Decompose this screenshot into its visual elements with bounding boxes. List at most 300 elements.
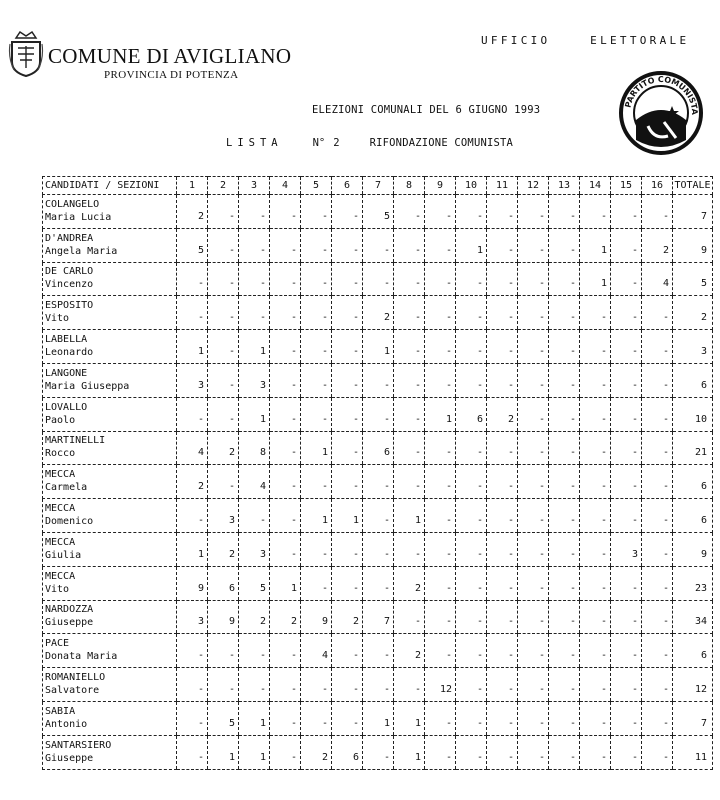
vote-cell: - — [456, 634, 487, 668]
vote-cell: - — [332, 668, 363, 702]
vote-cell: - — [518, 634, 549, 668]
vote-cell: - — [332, 566, 363, 600]
vote-cell: - — [611, 330, 642, 364]
vote-cell: - — [270, 735, 301, 769]
vote-cell: - — [394, 465, 425, 499]
comune-title: COMUNE DI AVIGLIANO — [48, 44, 292, 68]
candidate-firstname: Antonio — [45, 718, 88, 730]
vote-cell: - — [642, 701, 673, 735]
vote-cell: - — [487, 668, 518, 702]
candidate-surname: ROMANIELLO — [45, 671, 106, 683]
candidate-firstname: Donata Maria — [45, 651, 118, 663]
vote-cell: - — [332, 330, 363, 364]
vote-cell: - — [332, 363, 363, 397]
candidate-firstname: Rocco — [45, 448, 76, 460]
vote-cell: - — [177, 397, 208, 431]
table-row — [43, 634, 713, 668]
vote-cell: - — [208, 363, 239, 397]
vote-cell: 2 — [270, 600, 301, 634]
table-row — [43, 600, 713, 634]
vote-cell: - — [611, 363, 642, 397]
total-cell: 34 — [673, 600, 713, 634]
vote-cell: 2 — [642, 228, 673, 262]
candidate-firstname: Vito — [45, 313, 70, 325]
vote-cell: 3 — [208, 499, 239, 533]
vote-cell: - — [332, 634, 363, 668]
vote-cell: - — [363, 465, 394, 499]
vote-cell: - — [425, 195, 456, 229]
section-header-4: 4 — [270, 177, 301, 195]
vote-cell: - — [580, 668, 611, 702]
ufficio-heading: UFFICIO ELETTORALE — [481, 34, 690, 47]
vote-cell: - — [270, 296, 301, 330]
section-header-3: 3 — [239, 177, 270, 195]
section-header-9: 9 — [425, 177, 456, 195]
total-cell: 23 — [673, 566, 713, 600]
vote-cell: - — [208, 668, 239, 702]
total-cell: 12 — [673, 668, 713, 702]
vote-cell: 1 — [301, 499, 332, 533]
candidate-name — [43, 465, 177, 499]
vote-cell: 1 — [456, 228, 487, 262]
vote-cell: - — [301, 566, 332, 600]
vote-cell: - — [270, 330, 301, 364]
candidate-surname: LABELLA — [45, 333, 88, 345]
vote-cell: 6 — [208, 566, 239, 600]
vote-cell: - — [208, 262, 239, 296]
vote-cell: - — [456, 431, 487, 465]
vote-cell: 2 — [208, 431, 239, 465]
vote-cell: 1 — [580, 228, 611, 262]
vote-cell: - — [642, 566, 673, 600]
candidate-name — [43, 668, 177, 702]
candidate-firstname: Domenico — [45, 515, 94, 527]
vote-cell: - — [518, 330, 549, 364]
vote-cell: 2 — [301, 735, 332, 769]
vote-cell: - — [518, 668, 549, 702]
vote-cell: 1 — [580, 262, 611, 296]
table-header-row — [43, 177, 713, 195]
candidate-name — [43, 499, 177, 533]
vote-cell: - — [239, 634, 270, 668]
vote-cell: - — [301, 668, 332, 702]
vote-cell: - — [580, 634, 611, 668]
vote-cell: - — [642, 397, 673, 431]
vote-cell: 5 — [208, 701, 239, 735]
election-title: ELEZIONI COMUNALI DEL 6 GIUGNO 1993 — [312, 104, 541, 116]
candidate-surname: MECCA — [45, 502, 76, 514]
vote-cell: - — [239, 195, 270, 229]
candidate-name — [43, 228, 177, 262]
table-row — [43, 397, 713, 431]
vote-cell: - — [580, 330, 611, 364]
vote-cell: - — [518, 195, 549, 229]
vote-cell: - — [580, 532, 611, 566]
vote-cell: - — [332, 296, 363, 330]
vote-cell: - — [487, 363, 518, 397]
vote-cell: 6 — [332, 735, 363, 769]
vote-cell: 1 — [208, 735, 239, 769]
candidate-firstname: Maria Lucia — [45, 211, 112, 223]
vote-cell: - — [425, 600, 456, 634]
candidate-surname: SABIA — [45, 705, 76, 717]
vote-cell: - — [611, 668, 642, 702]
vote-cell: - — [177, 634, 208, 668]
vote-cell: - — [456, 499, 487, 533]
vote-cell: - — [270, 363, 301, 397]
vote-cell: - — [549, 228, 580, 262]
total-cell: 9 — [673, 228, 713, 262]
vote-cell: 6 — [363, 431, 394, 465]
vote-cell: - — [394, 397, 425, 431]
vote-cell: - — [580, 431, 611, 465]
vote-cell: - — [270, 228, 301, 262]
vote-cell: - — [456, 600, 487, 634]
vote-cell: - — [487, 228, 518, 262]
candidate-name — [43, 701, 177, 735]
section-header-10: 10 — [456, 177, 487, 195]
vote-cell: - — [332, 465, 363, 499]
total-cell: 9 — [673, 532, 713, 566]
table-row — [43, 195, 713, 229]
vote-cell: - — [425, 330, 456, 364]
total-cell: 7 — [673, 701, 713, 735]
candidate-name — [43, 600, 177, 634]
section-header-12: 12 — [518, 177, 549, 195]
lista-number-label: N° — [312, 137, 326, 149]
vote-cell: - — [239, 262, 270, 296]
vote-cell: - — [425, 701, 456, 735]
vote-cell: - — [332, 228, 363, 262]
table-row — [43, 532, 713, 566]
candidate-name — [43, 330, 177, 364]
candidate-firstname: Giulia — [45, 549, 82, 561]
vote-cell: - — [239, 296, 270, 330]
vote-cell: - — [611, 262, 642, 296]
vote-cell: 1 — [394, 735, 425, 769]
vote-cell: 3 — [611, 532, 642, 566]
vote-cell: - — [518, 532, 549, 566]
vote-cell: - — [487, 330, 518, 364]
section-header-6: 6 — [332, 177, 363, 195]
vote-cell: 2 — [208, 532, 239, 566]
candidate-firstname: Vito — [45, 583, 70, 595]
vote-cell: - — [549, 532, 580, 566]
vote-cell: - — [580, 465, 611, 499]
vote-cell: - — [580, 195, 611, 229]
candidate-name — [43, 262, 177, 296]
vote-cell: - — [270, 465, 301, 499]
candidate-surname: DE CARLO — [45, 266, 94, 278]
total-cell: 6 — [673, 499, 713, 533]
candidate-name — [43, 566, 177, 600]
section-header-11: 11 — [487, 177, 518, 195]
vote-cell: - — [611, 701, 642, 735]
vote-cell: - — [611, 465, 642, 499]
vote-cell: - — [394, 296, 425, 330]
partito-comunista-logo-icon — [618, 70, 704, 156]
vote-cell: - — [270, 634, 301, 668]
vote-cell: - — [518, 735, 549, 769]
vote-cell: - — [363, 532, 394, 566]
vote-cell: - — [239, 228, 270, 262]
vote-cell: - — [642, 668, 673, 702]
vote-cell: - — [487, 465, 518, 499]
vote-cell: 1 — [239, 735, 270, 769]
vote-cell: 4 — [642, 262, 673, 296]
vote-cell: - — [332, 701, 363, 735]
vote-cell: - — [301, 465, 332, 499]
vote-cell: - — [549, 262, 580, 296]
total-cell: 3 — [673, 330, 713, 364]
table-row — [43, 499, 713, 533]
vote-cell: - — [456, 532, 487, 566]
vote-cell: - — [518, 262, 549, 296]
vote-cell: - — [487, 634, 518, 668]
vote-cell: - — [580, 363, 611, 397]
lista-label: LISTA — [226, 137, 283, 149]
vote-cell: 6 — [456, 397, 487, 431]
vote-cell: 1 — [332, 499, 363, 533]
vote-cell: - — [177, 701, 208, 735]
vote-cell: - — [518, 296, 549, 330]
vote-cell: - — [487, 296, 518, 330]
comune-crest-icon — [8, 28, 44, 78]
vote-cell: - — [425, 465, 456, 499]
vote-cell: - — [580, 296, 611, 330]
candidate-surname: MECCA — [45, 570, 76, 582]
vote-cell: - — [518, 566, 549, 600]
candidate-name — [43, 431, 177, 465]
table-body — [43, 195, 713, 770]
vote-cell: - — [487, 532, 518, 566]
candidate-surname: MECCA — [45, 469, 76, 481]
section-header-8: 8 — [394, 177, 425, 195]
vote-cell: 1 — [177, 330, 208, 364]
candidate-surname: COLANGELO — [45, 198, 100, 210]
vote-cell: - — [611, 634, 642, 668]
vote-cell: - — [301, 330, 332, 364]
vote-cell: - — [487, 735, 518, 769]
vote-cell: - — [425, 499, 456, 533]
vote-cell: - — [549, 600, 580, 634]
vote-cell: - — [487, 499, 518, 533]
vote-cell: - — [549, 195, 580, 229]
vote-cell: 1 — [425, 397, 456, 431]
vote-cell: - — [580, 566, 611, 600]
vote-cell: - — [301, 296, 332, 330]
section-header-1: 1 — [177, 177, 208, 195]
vote-cell: 2 — [332, 600, 363, 634]
vote-cell: 1 — [239, 701, 270, 735]
candidate-firstname: Carmela — [45, 482, 88, 494]
vote-cell: - — [301, 262, 332, 296]
vote-cell: 9 — [177, 566, 208, 600]
vote-cell: - — [487, 566, 518, 600]
candidate-surname: NARDOZZA — [45, 604, 94, 616]
vote-cell: - — [549, 701, 580, 735]
section-header-13: 13 — [549, 177, 580, 195]
vote-cell: - — [549, 499, 580, 533]
vote-cell: - — [580, 701, 611, 735]
vote-cell: - — [456, 363, 487, 397]
total-cell: 2 — [673, 296, 713, 330]
vote-cell: 3 — [239, 363, 270, 397]
vote-cell: - — [611, 499, 642, 533]
vote-cell: - — [642, 363, 673, 397]
vote-cell: 1 — [270, 566, 301, 600]
vote-cell: - — [301, 532, 332, 566]
candidate-firstname: Vincenzo — [45, 279, 94, 291]
vote-cell: - — [363, 397, 394, 431]
candidate-firstname: Leonardo — [45, 346, 94, 358]
vote-cell: - — [549, 566, 580, 600]
section-header-14: 14 — [580, 177, 611, 195]
vote-cell: - — [487, 262, 518, 296]
vote-cell: - — [301, 397, 332, 431]
vote-cell: - — [456, 330, 487, 364]
vote-cell: - — [642, 431, 673, 465]
vote-cell: - — [518, 600, 549, 634]
vote-cell: - — [611, 431, 642, 465]
vote-cell: - — [549, 330, 580, 364]
vote-cell: 1 — [239, 397, 270, 431]
vote-cell: - — [394, 228, 425, 262]
vote-cell: - — [549, 363, 580, 397]
vote-cell: 4 — [239, 465, 270, 499]
vote-cell: - — [549, 296, 580, 330]
logo-text: PARTITO COMUNISTA — [623, 74, 700, 116]
vote-cell: - — [425, 363, 456, 397]
vote-cell: - — [394, 532, 425, 566]
vote-cell: - — [642, 499, 673, 533]
vote-cell: - — [611, 600, 642, 634]
vote-cell: 3 — [177, 600, 208, 634]
vote-cell: - — [208, 330, 239, 364]
vote-cell: - — [270, 532, 301, 566]
vote-cell: 3 — [239, 532, 270, 566]
vote-cell: - — [611, 296, 642, 330]
vote-cell: - — [611, 195, 642, 229]
table-row — [43, 701, 713, 735]
vote-cell: - — [425, 262, 456, 296]
vote-cell: - — [487, 431, 518, 465]
vote-cell: - — [332, 431, 363, 465]
vote-cell: 1 — [177, 532, 208, 566]
total-cell: 6 — [673, 363, 713, 397]
vote-cell: - — [611, 735, 642, 769]
vote-cell: - — [363, 363, 394, 397]
vote-cell: - — [270, 668, 301, 702]
total-cell: 11 — [673, 735, 713, 769]
vote-cell: - — [549, 634, 580, 668]
vote-cell: - — [425, 634, 456, 668]
vote-cell: 8 — [239, 431, 270, 465]
vote-cell: - — [301, 701, 332, 735]
vote-cell: - — [518, 363, 549, 397]
vote-cell: - — [208, 397, 239, 431]
vote-cell: - — [363, 228, 394, 262]
vote-cell: - — [270, 262, 301, 296]
vote-cell: - — [518, 701, 549, 735]
vote-cell: - — [642, 330, 673, 364]
vote-cell: 1 — [394, 701, 425, 735]
vote-cell: - — [549, 668, 580, 702]
vote-cell: - — [332, 195, 363, 229]
vote-cell: - — [363, 566, 394, 600]
vote-cell: - — [177, 499, 208, 533]
vote-cell: 4 — [177, 431, 208, 465]
candidate-firstname: Angela Maria — [45, 245, 118, 257]
candidate-name — [43, 397, 177, 431]
vote-cell: 5 — [177, 228, 208, 262]
vote-cell: - — [208, 228, 239, 262]
total-header: TOTALE — [673, 177, 713, 195]
vote-cell: - — [611, 566, 642, 600]
vote-cell: - — [487, 701, 518, 735]
vote-cell: - — [239, 499, 270, 533]
vote-cell: - — [363, 735, 394, 769]
table-row — [43, 296, 713, 330]
candidate-name — [43, 363, 177, 397]
total-cell: 10 — [673, 397, 713, 431]
vote-cell: 1 — [394, 499, 425, 533]
candidate-surname: D'ANDREA — [45, 232, 94, 244]
vote-cell: 1 — [301, 431, 332, 465]
table-row — [43, 465, 713, 499]
vote-cell: - — [208, 195, 239, 229]
vote-cell: 2 — [487, 397, 518, 431]
vote-cell: 7 — [363, 600, 394, 634]
vote-cell: - — [177, 668, 208, 702]
vote-cell: - — [580, 600, 611, 634]
vote-cell: 1 — [363, 701, 394, 735]
results-table — [42, 176, 713, 770]
vote-cell: - — [425, 296, 456, 330]
candidate-firstname: Maria Giuseppa — [45, 380, 130, 392]
vote-cell: - — [518, 228, 549, 262]
vote-cell: 5 — [239, 566, 270, 600]
candidate-firstname: Giuseppe — [45, 617, 94, 629]
candidate-firstname: Salvatore — [45, 684, 100, 696]
vote-cell: - — [208, 634, 239, 668]
vote-cell: - — [518, 397, 549, 431]
vote-cell: - — [425, 532, 456, 566]
vote-cell: - — [363, 499, 394, 533]
vote-cell: - — [301, 195, 332, 229]
vote-cell: 2 — [177, 195, 208, 229]
vote-cell: - — [394, 668, 425, 702]
candidate-name — [43, 735, 177, 769]
lista-line — [226, 137, 513, 149]
vote-cell: - — [456, 465, 487, 499]
vote-cell: 4 — [301, 634, 332, 668]
vote-cell: - — [394, 600, 425, 634]
vote-cell: - — [642, 465, 673, 499]
vote-cell: - — [270, 195, 301, 229]
vote-cell: - — [394, 431, 425, 465]
vote-cell: - — [301, 363, 332, 397]
candidate-surname: MECCA — [45, 536, 76, 548]
vote-cell: 2 — [177, 465, 208, 499]
vote-cell: - — [270, 499, 301, 533]
vote-cell: - — [456, 735, 487, 769]
vote-cell: - — [518, 465, 549, 499]
vote-cell: - — [642, 532, 673, 566]
vote-cell: - — [208, 296, 239, 330]
vote-cell: - — [456, 296, 487, 330]
vote-cell: - — [456, 701, 487, 735]
